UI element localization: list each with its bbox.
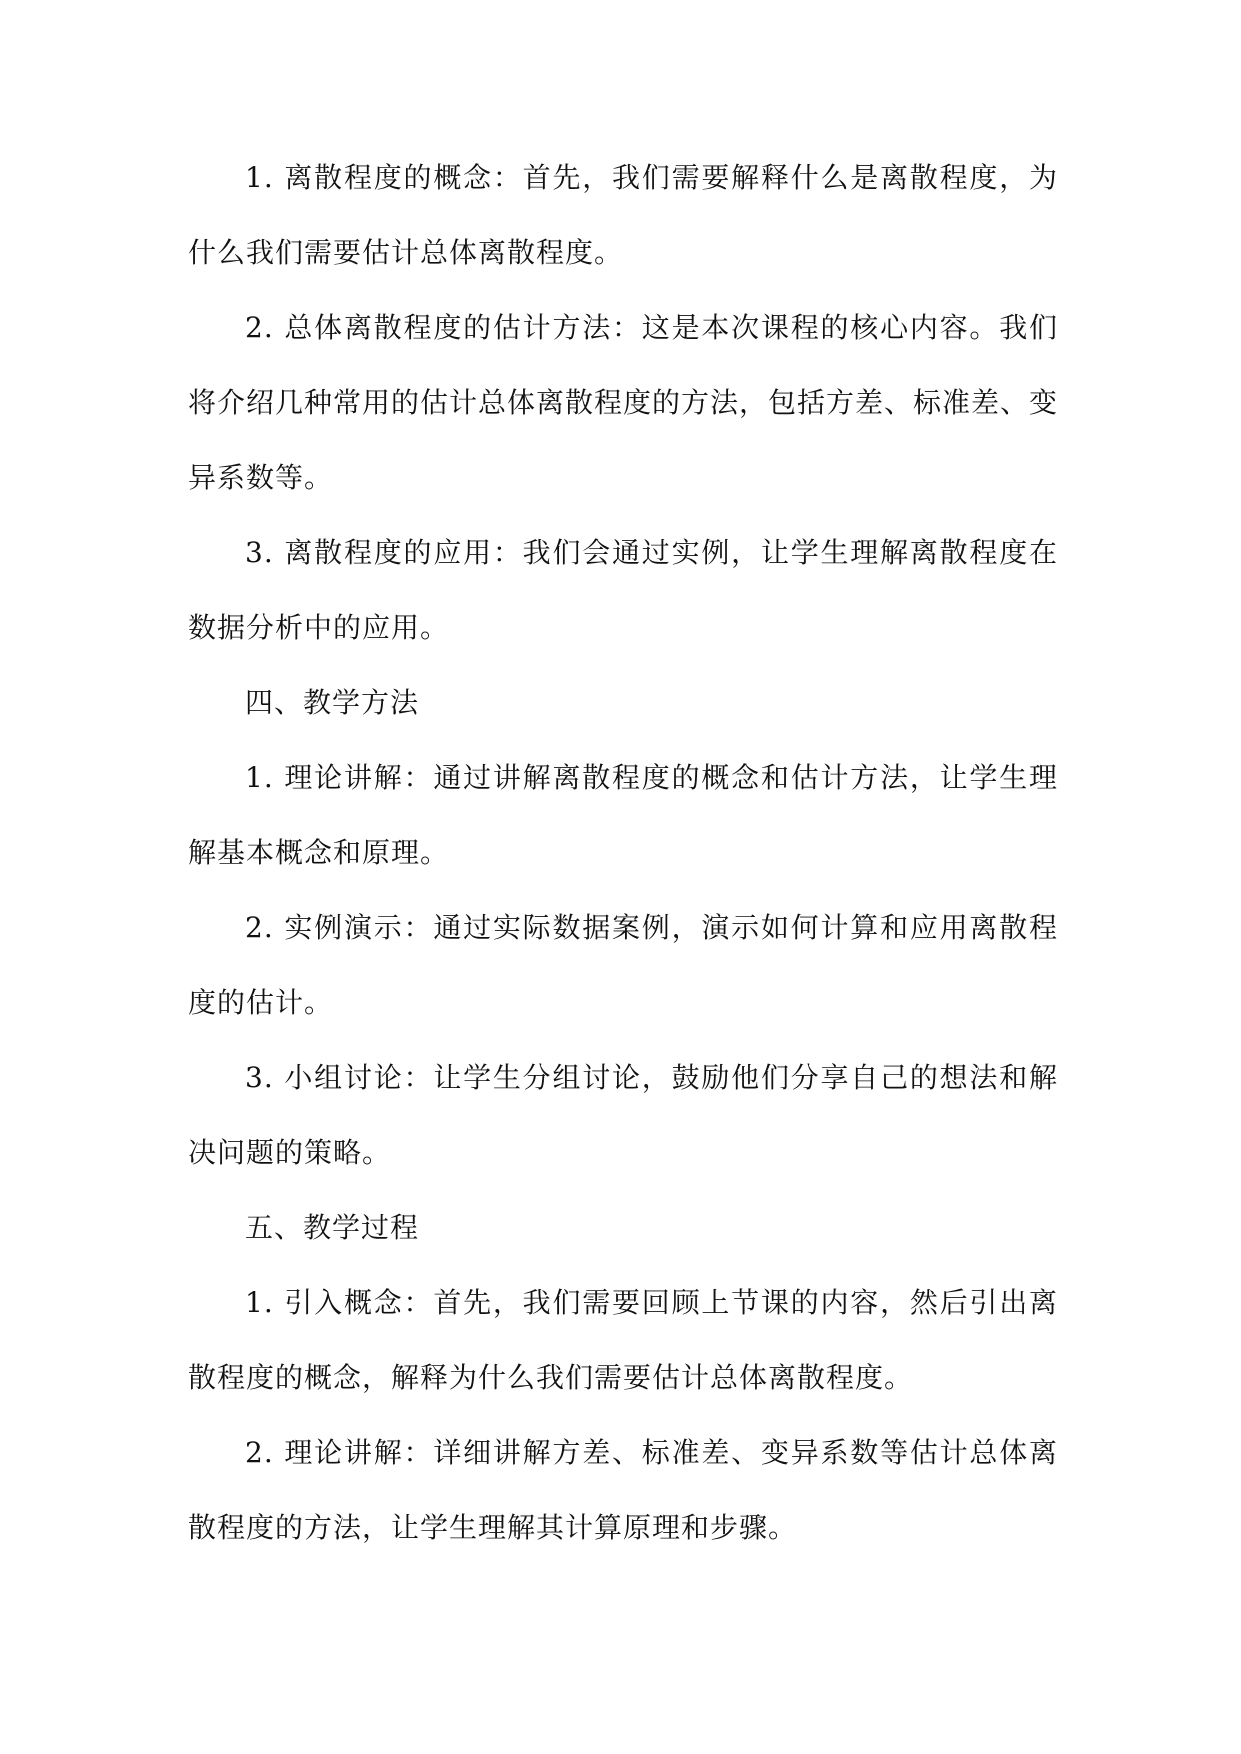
section-heading-teaching-process: 五、教学过程	[245, 1211, 420, 1244]
content-item-estimation-methods: 2. 总体离散程度的估计方法：这是本次课程的核心内容。我们将介绍几种常用的估计总体离散程度的方法，包括方差、标准差、变异系数等。	[188, 311, 1059, 494]
process-item-introduce-concept: 1. 引入概念：首先，我们需要回顾上节课的内容，然后引出离散程度的概念，解释为什么我们需要估计总体离散程度。	[188, 1286, 1058, 1394]
content-item-dispersion-application: 3. 离散程度的应用：我们会通过实例，让学生理解离散程度在数据分析中的应用。	[188, 536, 1058, 644]
content-item-dispersion-concept: 1. 离散程度的概念：首先，我们需要解释什么是离散程度，为什么我们需要估计总体离散程度。	[188, 161, 1058, 269]
method-item-theory-lecture: 1. 理论讲解：通过讲解离散程度的概念和估计方法，让学生理解基本概念和原理。	[188, 761, 1058, 869]
document-body	[188, 140, 1058, 1565]
process-item-theory-lecture: 2. 理论讲解：详细讲解方差、标准差、变异系数等估计总体离散程度的方法，让学生理解其计算原理和步骤。	[188, 1436, 1058, 1544]
method-item-example-demo: 2. 实例演示：通过实际数据案例，演示如何计算和应用离散程度的估计。	[188, 911, 1058, 1019]
section-heading-teaching-methods: 四、教学方法	[245, 686, 420, 719]
method-item-group-discussion: 3. 小组讨论：让学生分组讨论，鼓励他们分享自己的想法和解决问题的策略。	[188, 1061, 1058, 1169]
